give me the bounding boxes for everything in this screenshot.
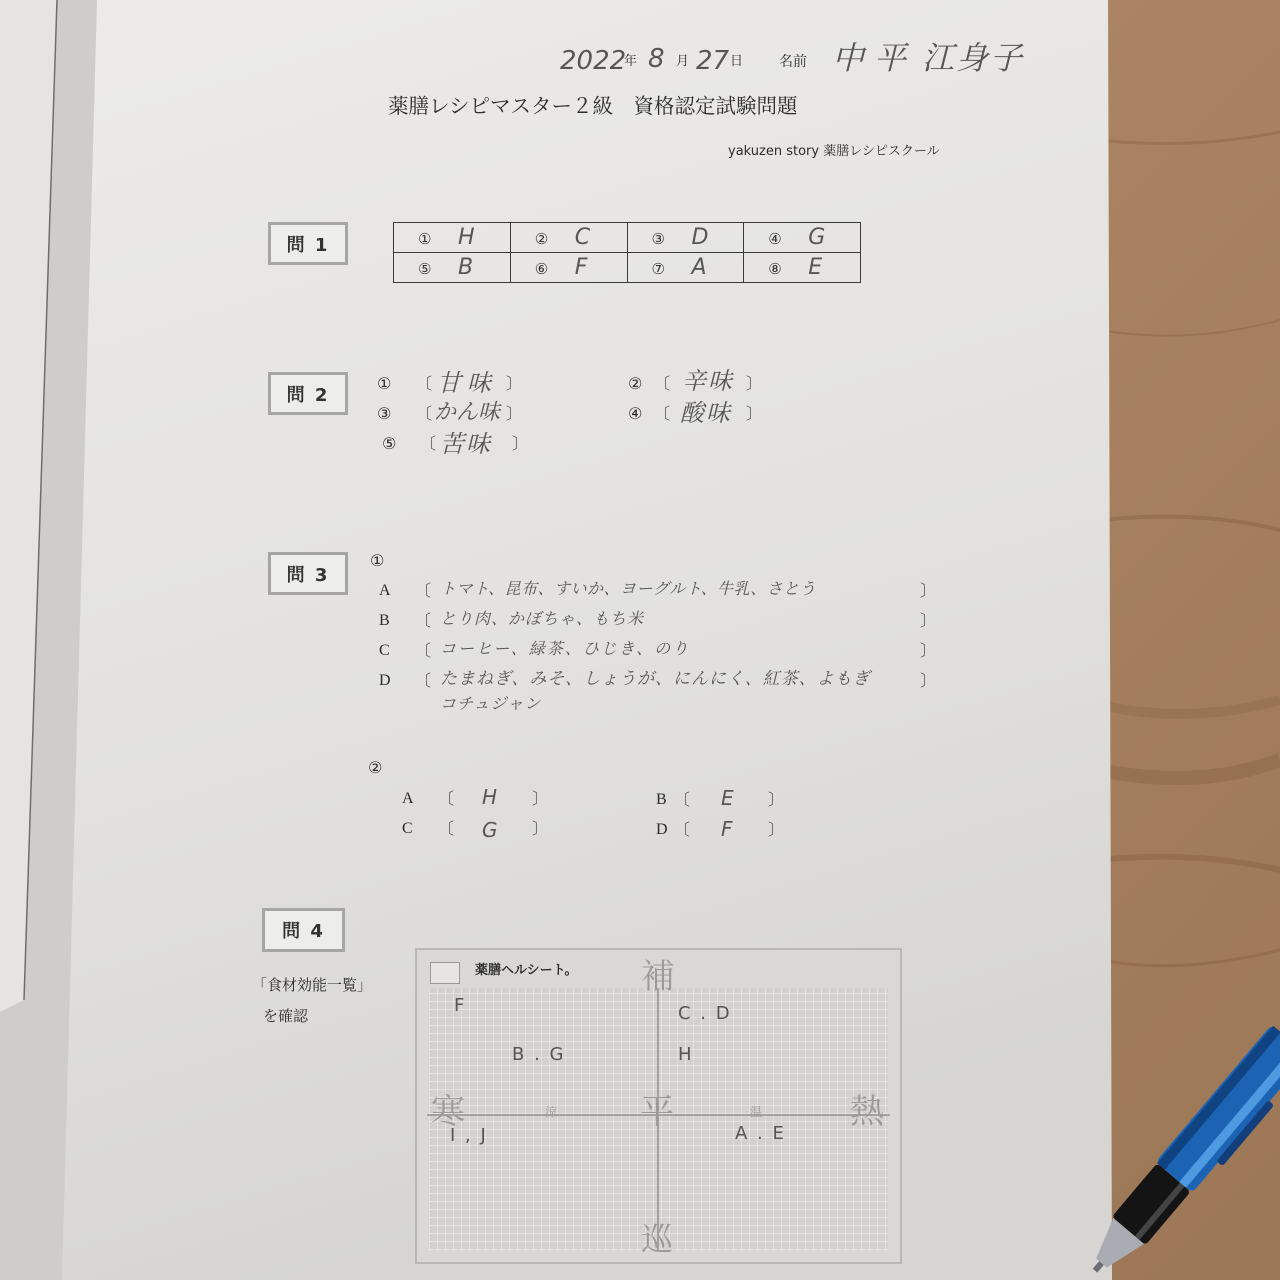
- sheet-label-right: 熱: [850, 1092, 884, 1132]
- q3-row-letter: A: [379, 582, 391, 599]
- q2-item-number: ②: [628, 374, 643, 393]
- q2-item-answer: 辛味: [682, 367, 734, 395]
- bracket-close: 〕: [532, 789, 549, 808]
- q1-cell-number: ③: [651, 230, 665, 248]
- bracket-open: 〔: [416, 374, 433, 393]
- q2-item-answer: 甘味: [437, 369, 497, 397]
- q3-part2-letter: A: [402, 790, 414, 807]
- name-given-handwritten: 江身子: [922, 39, 1025, 77]
- bracket-close: 〕: [506, 374, 523, 393]
- name-family-handwritten: 中平: [832, 39, 917, 77]
- q1-cell-answer: G: [808, 225, 826, 250]
- bracket-close: 〕: [506, 404, 523, 423]
- bracket-open: 〔: [654, 374, 671, 393]
- bracket-open: 〔: [674, 820, 691, 839]
- bracket-close: 〕: [746, 404, 763, 423]
- q3-row-letter: B: [379, 612, 390, 629]
- q3-part2-letter: B: [656, 791, 667, 808]
- q3-part2-answer: H: [482, 785, 498, 809]
- name-label: 名前: [779, 54, 807, 70]
- page-subtitle: yakuzen story 薬膳レシピスクール: [728, 144, 940, 159]
- sheet-mark: I , J: [450, 1125, 488, 1146]
- q1-cell-answer: B: [458, 255, 474, 280]
- bracket-open: 〔: [674, 790, 691, 809]
- sheet-label-left: 寒: [431, 1092, 465, 1132]
- q2-item-number: ④: [628, 404, 643, 423]
- q3-row-letter: C: [379, 642, 390, 659]
- bracket-close: 〕: [532, 819, 549, 838]
- q3-part2-letter: D: [656, 821, 668, 838]
- q3-row-answer: とり肉、かぼちゃ、もち米: [440, 609, 645, 628]
- q1-cell-answer: D: [691, 225, 709, 250]
- sheet-mark: H: [678, 1044, 694, 1065]
- date-month-unit: 月: [676, 54, 690, 69]
- sheet-label-top: 補: [641, 957, 675, 997]
- q2-item-number: ③: [377, 404, 392, 423]
- bracket-close: 〕: [768, 790, 785, 809]
- q2-label-box: 問 2: [268, 372, 348, 415]
- bracket-close: 〕: [920, 581, 937, 600]
- q3-label-box: 問 3: [268, 552, 348, 595]
- bracket-close: 〕: [920, 671, 937, 690]
- q3-row-answer: コーヒー、緑茶、ひじき、のり: [440, 639, 691, 658]
- q1-label-box: 問 1: [268, 222, 348, 265]
- q2-item-answer: 苦味: [440, 430, 492, 458]
- sheet-title: 薬膳ヘルシート。: [475, 963, 578, 978]
- sheet-label-bottom: 巡: [641, 1220, 674, 1258]
- bracket-open: 〔: [654, 404, 671, 423]
- bracket-close: 〕: [920, 641, 937, 660]
- date-month-handwritten: 8: [648, 44, 665, 74]
- bracket-close: 〕: [920, 611, 937, 630]
- date-year-unit: 年: [624, 54, 638, 69]
- q2-item-answer: かん味: [434, 400, 501, 425]
- q1-cell-number: ②: [534, 230, 549, 248]
- sheet-mark: C . D: [678, 1003, 732, 1024]
- q3-row-letter: D: [379, 672, 391, 689]
- sheet-mark: B . G: [512, 1044, 566, 1065]
- q1-cell-answer: F: [574, 255, 588, 280]
- q3-part2-number: ②: [368, 758, 383, 777]
- q2-item-answer: 酸味: [680, 399, 732, 427]
- q3-part2-answer: F: [721, 817, 733, 841]
- q3-part2-letter: C: [402, 820, 413, 837]
- q1-cell-number: ⑥: [534, 260, 549, 278]
- q4-note-line2: を確認: [263, 1007, 309, 1025]
- date-day-unit: 日: [730, 54, 744, 69]
- sheet-label-center: 平: [640, 1092, 674, 1132]
- sheet-label-left-mid: 涼: [545, 1105, 558, 1119]
- bracket-open: 〔: [416, 404, 433, 423]
- q4-note-line1: 「食材効能一覧」: [252, 976, 373, 994]
- q3-part2-answer: G: [482, 818, 498, 842]
- sheet-mark: F: [454, 995, 467, 1016]
- q1-cell-number: ⑧: [768, 260, 782, 278]
- q1-cell-answer: C: [574, 225, 591, 250]
- bracket-open: 〔: [415, 641, 432, 660]
- sheet-mark: A . E: [735, 1123, 786, 1144]
- bracket-close: 〕: [768, 820, 785, 839]
- q2-item-number: ⑤: [382, 434, 397, 453]
- q1-cell-number: ①: [418, 230, 432, 248]
- q1-cell-number: ⑤: [418, 260, 432, 278]
- bracket-open: 〔: [415, 611, 432, 630]
- bracket-open: 〔: [420, 434, 437, 453]
- bracket-open: 〔: [438, 819, 455, 838]
- q1-cell-number: ④: [768, 230, 782, 248]
- q3-row-answer-continued: コチュジャン: [440, 694, 542, 713]
- q1-cell-answer: E: [808, 255, 823, 280]
- bracket-close: 〕: [746, 374, 763, 393]
- bracket-open: 〔: [415, 581, 432, 600]
- q3-row-answer: トマト、昆布、すいか、ヨーグルト、牛乳、さとう: [440, 579, 817, 598]
- page-title: 薬膳レシピマスター２級 資格認定試験問題: [388, 94, 798, 118]
- q1-cell-answer: A: [691, 255, 707, 280]
- q2-item-number: ①: [377, 374, 392, 393]
- q3-part2-answer: E: [721, 786, 734, 810]
- q3-row-answer: たまねぎ、みそ、しょうが、にんにく、紅茶、よもぎ: [440, 669, 871, 689]
- date-year-handwritten: 2022: [560, 46, 627, 76]
- q1-cell-answer: H: [458, 225, 475, 250]
- bracket-open: 〔: [438, 789, 455, 808]
- bracket-close: 〕: [512, 434, 529, 453]
- sheet-label-right-mid: 温: [750, 1105, 763, 1119]
- q3-part1-number: ①: [370, 551, 385, 570]
- bracket-open: 〔: [415, 671, 432, 690]
- date-day-handwritten: 27: [696, 46, 730, 76]
- q1-cell-number: ⑦: [651, 260, 665, 278]
- q4-label-box: 問 4: [262, 908, 345, 952]
